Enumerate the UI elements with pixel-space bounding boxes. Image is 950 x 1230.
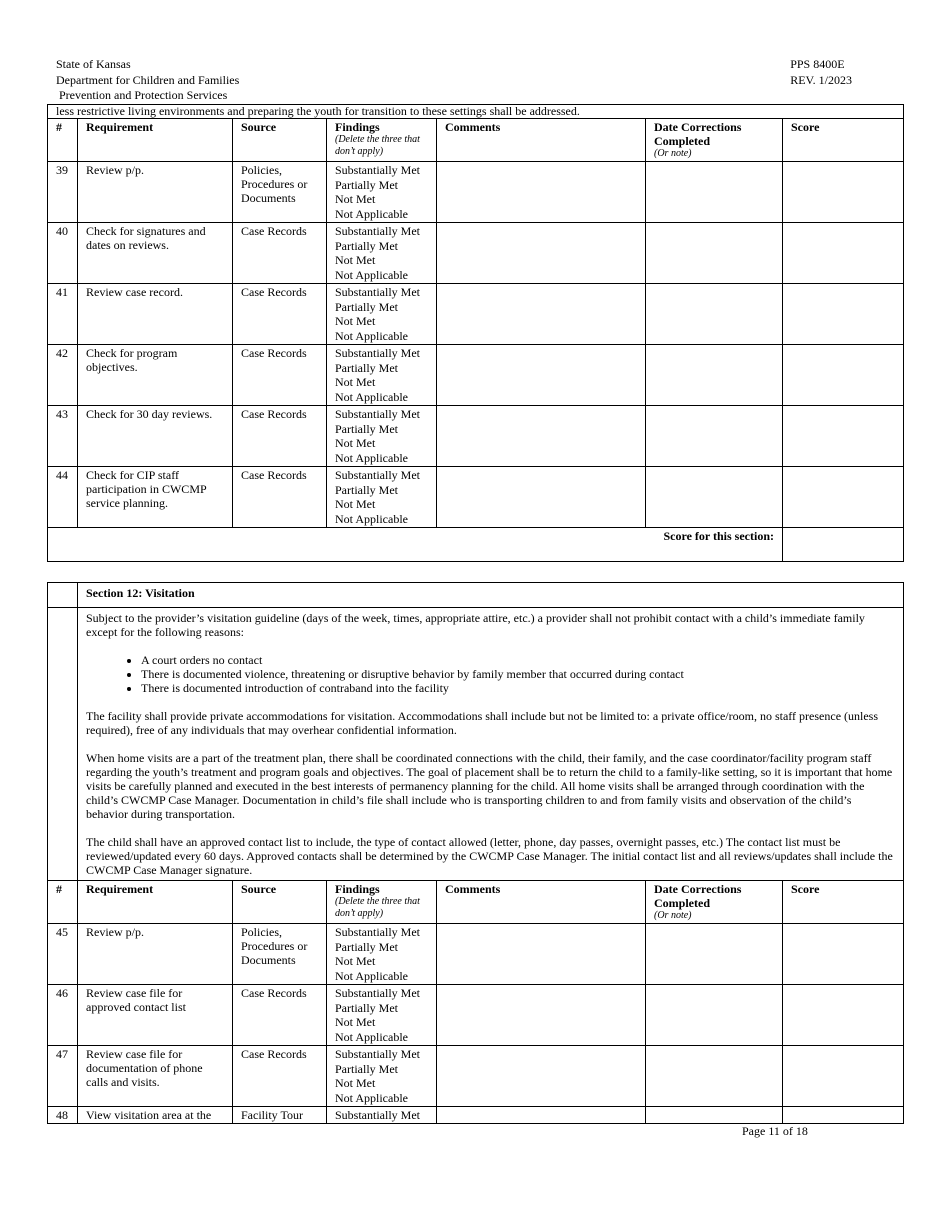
- row-number: 47: [48, 1046, 78, 1107]
- finding-option[interactable]: Not Met: [335, 375, 376, 389]
- header-department: Department for Children and Families: [56, 72, 240, 87]
- row-source: Facility Tour: [233, 1107, 327, 1124]
- finding-option[interactable]: Partially Met: [335, 421, 398, 436]
- col-score: Score: [783, 119, 904, 162]
- header-division: Prevention and Protection Services: [59, 88, 228, 102]
- section-para-4: The child shall have an approved contact list to include, the type of contact allowed (letter, phone, day passes, overnight passes, etc.) The contact list must be reviewed/updated every 60 days. Approved contacts shall be determined by the CWCMP Case Manager. The initial contact list and all reviews/updates shall include the CWCMP Case Manager signature.: [86, 835, 893, 877]
- row-comments[interactable]: [437, 924, 646, 985]
- row-source: Case Records: [233, 467, 327, 528]
- finding-option[interactable]: Not Applicable: [335, 450, 408, 465]
- row-score[interactable]: [783, 985, 904, 1046]
- col-score: Score: [783, 881, 904, 924]
- col-comments: Comments: [437, 881, 646, 924]
- col-comments: Comments: [437, 119, 646, 162]
- col-findings: Findings (Delete the three that don’t apply): [327, 119, 437, 162]
- row-number: 42: [48, 345, 78, 406]
- row-source: Case Records: [233, 284, 327, 345]
- row-findings[interactable]: [327, 924, 437, 985]
- row-number: 48: [48, 1107, 78, 1124]
- finding-option[interactable]: Substantially Met: [335, 285, 420, 299]
- finding-option[interactable]: Not Applicable: [335, 328, 408, 343]
- finding-option[interactable]: Partially Met: [335, 299, 398, 314]
- row-comments[interactable]: [437, 1107, 646, 1124]
- row-date[interactable]: [646, 406, 783, 467]
- row-number: 40: [48, 223, 78, 284]
- row-date[interactable]: [646, 1046, 783, 1107]
- finding-option[interactable]: Not Met: [335, 954, 376, 968]
- date-note: (Or note): [654, 910, 692, 921]
- row-date[interactable]: [646, 1107, 783, 1124]
- table-row: [48, 467, 904, 528]
- section-para-3: When home visits are a part of the treatment plan, there shall be coordinated connections with the child, their family, and the case coordinator/facility program staff regarding the youth’s treatment and program goals and objectives. The goal of placement shall be to return the child to a family-like setting, so it is important that home visits be carefully planned and executed in the best interests of permanency planning for the child. All home visits shall be arranged through coordination with the child’s CWCMP Case Manager. Documentation in child’s file shall include who is transporting children to and from family visits and observation of the child’s behavior during transportation.: [86, 751, 893, 821]
- row-requirement: Review case file for documentation of phone calls and visits.: [78, 1046, 233, 1107]
- table-row: [48, 924, 904, 985]
- row-source: Policies, Procedures or Documents: [233, 162, 327, 223]
- row-date[interactable]: [646, 223, 783, 284]
- section-description: [78, 608, 904, 881]
- row-comments[interactable]: [437, 406, 646, 467]
- row-requirement: Check for 30 day reviews.: [78, 406, 233, 467]
- header-right: [790, 57, 852, 88]
- row-number: 45: [48, 924, 78, 985]
- finding-option[interactable]: Not Applicable: [335, 389, 408, 404]
- finding-option[interactable]: Substantially Met: [335, 925, 420, 939]
- finding-option[interactable]: Not Applicable: [335, 1090, 408, 1105]
- table-row: [48, 162, 904, 223]
- table-row: [48, 284, 904, 345]
- col-date: Date Corrections Completed (Or note): [646, 881, 783, 924]
- row-requirement: Check for program objectives.: [78, 345, 233, 406]
- row-requirement: Review p/p.: [78, 924, 233, 985]
- row-findings[interactable]: [327, 162, 437, 223]
- row-requirement: View visitation area at the: [78, 1107, 233, 1124]
- row-comments[interactable]: [437, 345, 646, 406]
- table-row: [48, 345, 904, 406]
- row-findings[interactable]: [327, 345, 437, 406]
- table-row: [48, 223, 904, 284]
- finding-option[interactable]: Not Applicable: [335, 267, 408, 282]
- table-header-row: [48, 881, 904, 924]
- row-findings[interactable]: [327, 467, 437, 528]
- finding-option[interactable]: Substantially Met: [335, 986, 420, 1000]
- finding-option[interactable]: Not Met: [335, 253, 376, 267]
- row-requirement: Review case file for approved contact list: [78, 985, 233, 1046]
- table-header-row: [48, 119, 904, 162]
- row-score[interactable]: [783, 1107, 904, 1124]
- row-comments[interactable]: [437, 1046, 646, 1107]
- row-date[interactable]: [646, 985, 783, 1046]
- finding-option[interactable]: Not Met: [335, 1076, 376, 1090]
- row-score[interactable]: [783, 467, 904, 528]
- finding-option[interactable]: Substantially Met: [335, 163, 420, 177]
- col-requirement: Requirement: [78, 119, 233, 162]
- findings-note: (Delete the three that don’t apply): [335, 134, 420, 157]
- row-source: Case Records: [233, 406, 327, 467]
- reason-item: • There is documented introduction of contraband into the facility: [141, 681, 895, 695]
- finding-option[interactable]: Not Applicable: [335, 511, 408, 526]
- row-score[interactable]: [783, 1046, 904, 1107]
- row-number: 44: [48, 467, 78, 528]
- reason-list: [86, 653, 895, 695]
- finding-option[interactable]: Substantially Met: [335, 346, 420, 360]
- row-number: 41: [48, 284, 78, 345]
- row-requirement: Check for CIP staff participation in CWCMP service planning.: [78, 467, 233, 528]
- table-row: [48, 985, 904, 1046]
- finding-option[interactable]: Not Met: [335, 497, 376, 511]
- row-finding[interactable]: Substantially Met: [327, 1107, 437, 1124]
- finding-option[interactable]: Substantially Met: [335, 1047, 420, 1061]
- row-findings[interactable]: [327, 284, 437, 345]
- header-left: [56, 57, 239, 104]
- col-num: #: [48, 881, 78, 924]
- row-comments[interactable]: [437, 162, 646, 223]
- requirements-table-section-11: [47, 104, 904, 562]
- date-note: (Or note): [654, 148, 692, 159]
- row-score[interactable]: [783, 284, 904, 345]
- finding-option[interactable]: Not Applicable: [335, 206, 408, 221]
- row-comments[interactable]: [437, 284, 646, 345]
- section-score-row: [48, 528, 904, 562]
- row-requirement: Review case record.: [78, 284, 233, 345]
- finding-option[interactable]: Partially Met: [335, 1061, 398, 1076]
- row-findings[interactable]: [327, 1046, 437, 1107]
- finding-option[interactable]: Not Met: [335, 1015, 376, 1029]
- row-comments[interactable]: [437, 467, 646, 528]
- row-findings[interactable]: [327, 985, 437, 1046]
- finding-option[interactable]: Not Met: [335, 192, 376, 206]
- section-score-cell[interactable]: [783, 528, 904, 562]
- row-comments[interactable]: [437, 985, 646, 1046]
- row-date[interactable]: [646, 162, 783, 223]
- requirements-table-section-12: [47, 582, 904, 1124]
- finding-option[interactable]: Partially Met: [335, 177, 398, 192]
- row-score[interactable]: [783, 162, 904, 223]
- finding-option[interactable]: Partially Met: [335, 939, 398, 954]
- finding-option[interactable]: Not Met: [335, 314, 376, 328]
- row-date[interactable]: [646, 924, 783, 985]
- finding-option[interactable]: Substantially Met: [335, 468, 420, 482]
- finding-option[interactable]: Partially Met: [335, 238, 398, 253]
- reason-item: • A court orders no contact: [141, 653, 895, 667]
- row-score[interactable]: [783, 924, 904, 985]
- col-source: Source: [233, 119, 327, 162]
- header-state: State of Kansas: [56, 57, 131, 71]
- header-revision: REV. 1/2023: [790, 72, 852, 87]
- section-para-2: The facility shall provide private accommodations for visitation. Accommodations shall include but not be limited to: a private office/room, no staff presence (unless required), free of any individuals that may overhear confidential information.: [86, 709, 879, 737]
- finding-option[interactable]: Partially Met: [335, 1000, 398, 1015]
- finding-option[interactable]: Partially Met: [335, 482, 398, 497]
- row-requirement: Review p/p.: [78, 162, 233, 223]
- row-score[interactable]: [783, 406, 904, 467]
- carryover-text: less restrictive living environments and preparing the youth for transition to these settings shall be addressed.: [48, 105, 904, 119]
- table-row: [48, 1046, 904, 1107]
- row-source: Case Records: [233, 345, 327, 406]
- row-findings[interactable]: [327, 223, 437, 284]
- header-doc-number: PPS 8400E: [790, 57, 845, 71]
- section-intro: Subject to the provider’s visitation guideline (days of the week, times, appropriate attire, etc.) a provider shall not prohibit contact with a child’s immediate family except for the following reasons:: [86, 611, 865, 639]
- row-source: Policies, Procedures or Documents: [233, 924, 327, 985]
- row-date[interactable]: [646, 467, 783, 528]
- table-row: [48, 406, 904, 467]
- finding-option[interactable]: Substantially Met: [335, 407, 420, 421]
- row-number: 39: [48, 162, 78, 223]
- row-comments[interactable]: [437, 223, 646, 284]
- finding-option[interactable]: Not Applicable: [335, 1029, 408, 1044]
- row-source: Case Records: [233, 1046, 327, 1107]
- finding-option[interactable]: Not Applicable: [335, 968, 408, 983]
- col-findings: Findings (Delete the three that don’t apply): [327, 881, 437, 924]
- row-requirement: Check for signatures and dates on reviews.: [78, 223, 233, 284]
- row-number: 46: [48, 985, 78, 1046]
- col-requirement: Requirement: [78, 881, 233, 924]
- col-date: Date Corrections Completed (Or note): [646, 119, 783, 162]
- row-date[interactable]: [646, 284, 783, 345]
- col-source: Source: [233, 881, 327, 924]
- row-source: Case Records: [233, 985, 327, 1046]
- findings-note: (Delete the three that don’t apply): [335, 896, 420, 919]
- row-findings[interactable]: [327, 406, 437, 467]
- table-row: [48, 1107, 904, 1124]
- section-title: Section 12: Visitation: [78, 583, 904, 608]
- page-number: Page 11 of 18: [742, 1124, 808, 1138]
- finding-option[interactable]: Partially Met: [335, 360, 398, 375]
- reason-item: • There is documented violence, threatening or disruptive behavior by family member that occurred during contact: [141, 667, 895, 681]
- finding-option[interactable]: Not Met: [335, 436, 376, 450]
- row-score[interactable]: [783, 223, 904, 284]
- finding-option[interactable]: Substantially Met: [335, 224, 420, 238]
- row-source: Case Records: [233, 223, 327, 284]
- row-number: 43: [48, 406, 78, 467]
- row-date[interactable]: [646, 345, 783, 406]
- row-score[interactable]: [783, 345, 904, 406]
- score-label: Score for this section:: [48, 528, 783, 562]
- col-num: #: [48, 119, 78, 162]
